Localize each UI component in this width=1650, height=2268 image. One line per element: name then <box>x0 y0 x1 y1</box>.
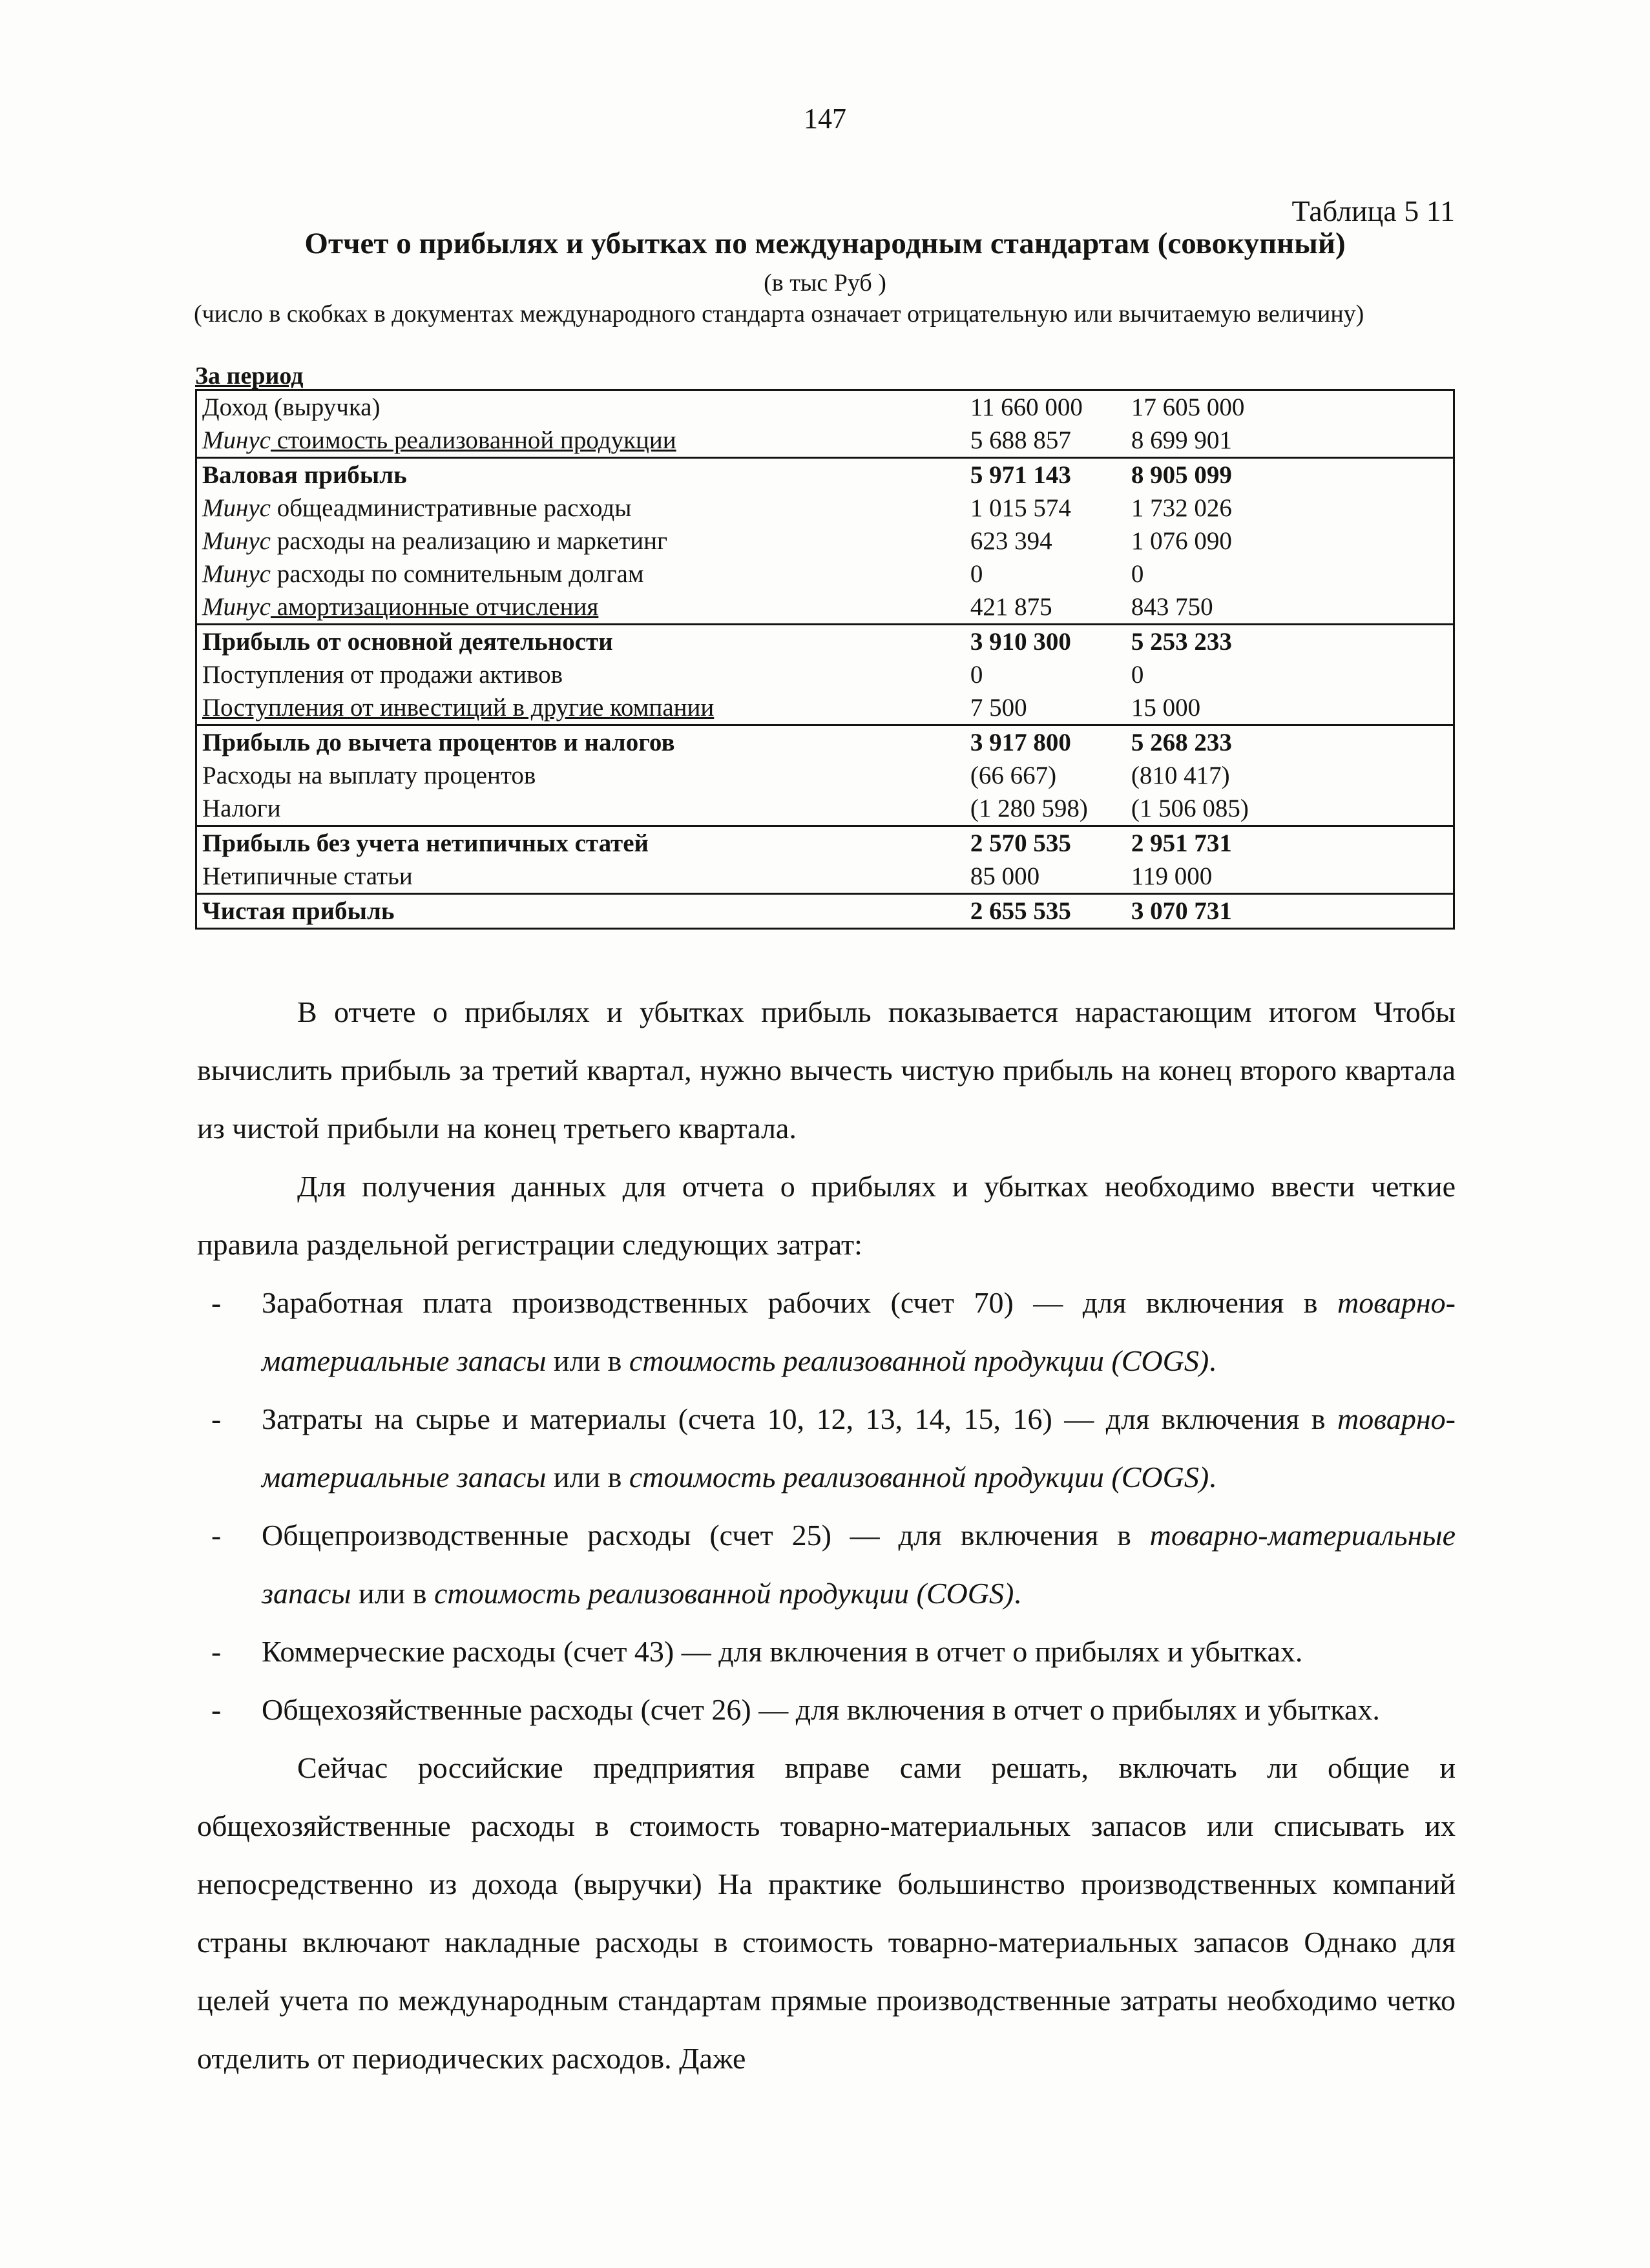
list-item-term: стоимость реализованной продукции (COGS) <box>629 1344 1209 1377</box>
row-label: Прибыль от основной деятельности <box>202 628 613 656</box>
table-row <box>197 623 1453 658</box>
row-label: Поступления от инвестиций в другие компании <box>202 694 715 722</box>
table-number: Таблица 5 11 <box>1291 194 1455 227</box>
list-item-text: или в <box>546 1461 629 1493</box>
row-value-period-2: 1 732 026 <box>1131 494 1232 522</box>
row-value-period-1: 5 971 143 <box>970 461 1071 489</box>
row-label: Прибыль без учета нетипичных статей <box>202 829 649 857</box>
list-dash: - <box>211 1519 222 1552</box>
list-item-text: . <box>1014 1577 1021 1610</box>
row-value-period-1: 2 655 535 <box>970 897 1071 925</box>
table-row <box>197 893 1453 928</box>
row-prefix: Минус <box>202 494 271 522</box>
table-row <box>197 457 1453 492</box>
paragraph: Для получения данных для отчета о прибылях и убытках необходимо ввести четкие правила раздельной регистрации следующих затрат: <box>197 1170 1456 1261</box>
row-label: Налоги <box>202 795 281 822</box>
row-value-period-2: 8 905 099 <box>1131 461 1232 489</box>
row-value-period-1: 1 015 574 <box>970 494 1071 522</box>
table-row <box>197 860 1453 893</box>
table-row <box>197 557 1453 590</box>
row-label: Доход (выручка) <box>202 393 381 421</box>
list-item-term: стоимость реализованной продукции (COGS) <box>433 1577 1014 1610</box>
cost-list <box>197 1274 1456 1739</box>
row-prefix: Минус <box>202 426 271 454</box>
row-value-period-2: 3 070 731 <box>1131 897 1232 925</box>
row-value-period-1: 0 <box>970 560 983 588</box>
row-value-period-1: (1 280 598) <box>970 795 1088 822</box>
row-prefix: Минус <box>202 527 271 555</box>
table-row <box>197 691 1453 724</box>
table-note: (число в скобках в документах международного стандарта означает отрицательную или вычитаемую величину) <box>194 300 1364 328</box>
row-value-period-2: 5 268 233 <box>1131 729 1232 756</box>
row-value-period-2: 119 000 <box>1131 862 1213 890</box>
list-item-text: Затраты на сырье и материалы (счета 10, 12, 13, 14, 15, 16) — для включения в <box>262 1402 1337 1435</box>
row-label: Валовая прибыль <box>202 461 407 489</box>
row-value-period-2: (1 506 085) <box>1131 795 1249 822</box>
row-label: Расходы на выплату процентов <box>202 762 536 789</box>
list-item <box>197 1506 1456 1623</box>
row-value-period-1: 421 875 <box>970 593 1052 621</box>
page-number: 147 <box>804 103 846 134</box>
row-value-period-2: 843 750 <box>1131 593 1213 621</box>
period-label: За период <box>195 362 304 390</box>
row-value-period-1: 2 570 535 <box>970 829 1071 857</box>
row-label: Чистая прибыль <box>202 897 395 925</box>
list-item <box>197 1681 1456 1739</box>
row-value-period-1: 85 000 <box>970 862 1040 890</box>
list-dash: - <box>211 1635 222 1668</box>
row-label: расходы по сомнительным долгам <box>270 560 644 588</box>
row-value-period-1: (66 667) <box>970 762 1057 789</box>
table-row <box>197 525 1453 557</box>
table-row <box>197 825 1453 860</box>
list-item-term: товарно-материальные запасы <box>262 1286 1456 1377</box>
row-label: Нетипичные статьи <box>202 862 413 890</box>
row-label: стоимость реализованной продукции <box>270 426 676 454</box>
row-value-period-1: 623 394 <box>970 527 1052 555</box>
list-dash: - <box>211 1286 222 1319</box>
table-row <box>197 724 1453 759</box>
row-label: расходы на реализацию и маркетинг <box>270 527 667 555</box>
row-prefix: Минус <box>202 593 271 621</box>
table-row <box>197 391 1453 424</box>
row-label: общеадминистративные расходы <box>270 494 632 522</box>
list-dash: - <box>211 1693 222 1726</box>
paragraph: В отчете о прибылях и убытках прибыль показывается нарастающим итогом Чтобы вычислить прибыль за третий квартал, нужно вычесть чистую прибыль на конец второго квартала из чистой прибыли на конец третьего квартала. <box>197 995 1456 1145</box>
list-item-text: Коммерческие расходы (счет 43) — для включения в отчет о прибылях и убытках. <box>262 1635 1303 1668</box>
body-text <box>197 983 1456 2088</box>
row-value-period-2: 0 <box>1131 560 1144 588</box>
list-item-text: или в <box>546 1344 629 1377</box>
list-item-text: Общепроизводственные расходы (счет 25) — для включения в <box>262 1519 1150 1552</box>
row-value-period-2: 5 253 233 <box>1131 628 1232 656</box>
list-item-text: Общехозяйственные расходы (счет 26) — для включения в отчет о прибылях и убытках. <box>262 1693 1380 1726</box>
row-value-period-1: 11 660 000 <box>970 393 1083 421</box>
table-row <box>197 492 1453 525</box>
row-value-period-2: 15 000 <box>1131 694 1201 722</box>
row-label: Поступления от продажи активов <box>202 661 563 689</box>
list-item <box>197 1274 1456 1390</box>
row-prefix: Минус <box>202 560 271 588</box>
row-value-period-1: 0 <box>970 661 983 689</box>
list-dash: - <box>211 1402 222 1435</box>
table-row <box>197 424 1453 457</box>
row-value-period-2: 2 951 731 <box>1131 829 1232 857</box>
list-item-text: . <box>1209 1344 1217 1377</box>
table-row <box>197 658 1453 691</box>
table-row <box>197 590 1453 623</box>
table-row <box>197 759 1453 792</box>
list-item-term: стоимость реализованной продукции (COGS) <box>629 1461 1209 1493</box>
row-value-period-2: 0 <box>1131 661 1144 689</box>
row-value-period-2: 8 699 901 <box>1131 426 1232 454</box>
list-item <box>197 1390 1456 1506</box>
row-value-period-2: (810 417) <box>1131 762 1230 789</box>
row-value-period-2: 17 605 000 <box>1131 393 1245 421</box>
table-row <box>197 792 1453 825</box>
list-item-text: или в <box>351 1577 434 1610</box>
row-value-period-1: 5 688 857 <box>970 426 1071 454</box>
list-item-text: . <box>1209 1461 1217 1493</box>
list-item <box>197 1623 1456 1681</box>
row-value-period-1: 3 910 300 <box>970 628 1071 656</box>
income-statement-table <box>195 389 1455 930</box>
list-item-term: товарно-материальные запасы <box>262 1402 1456 1493</box>
table-title: Отчет о прибылях и убытках по международным стандартам (совокупный) <box>304 227 1346 260</box>
row-label: Прибыль до вычета процентов и налогов <box>202 729 675 756</box>
row-value-period-2: 1 076 090 <box>1131 527 1232 555</box>
row-label: амортизационные отчисления <box>270 593 599 621</box>
row-value-period-1: 7 500 <box>970 694 1027 722</box>
list-item-text: Заработная плата производственных рабочих (счет 70) — для включения в <box>262 1286 1337 1319</box>
table-units: (в тыс Руб ) <box>764 269 886 297</box>
paragraph: Сейчас российские предприятия вправе сами решать, включать ли общие и общехозяйственные расходы в стоимость товарно-материальных запасов или списывать их непосредственно из дохода (выручки) На практике большинство производственных компаний страны включают накладные расходы в стоимость товарно-материальных запасов Однако для целей учета по международным стандартам прямые производственные затраты необходимо четко отделить от периодических расходов. Даже <box>197 1751 1456 2075</box>
list-item-term: товарно-материальные запасы <box>262 1519 1456 1610</box>
row-value-period-1: 3 917 800 <box>970 729 1071 756</box>
